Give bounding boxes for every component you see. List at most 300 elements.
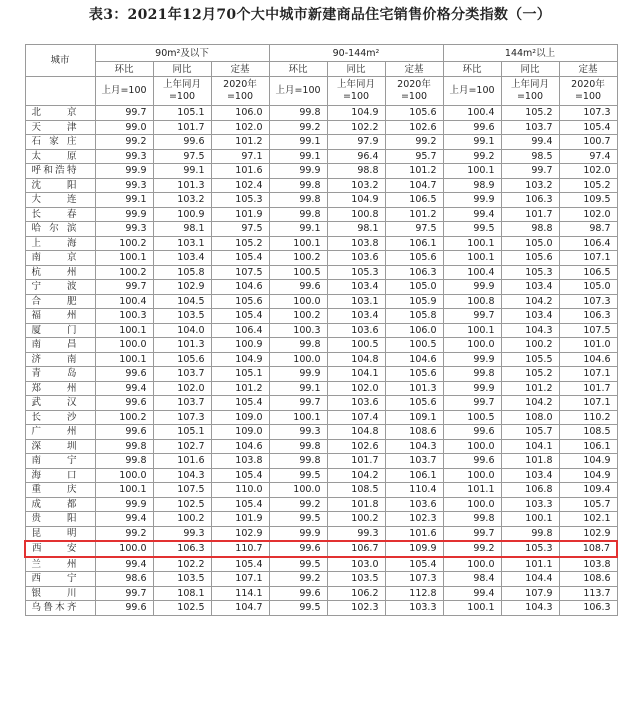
- value-cell: 101.2: [385, 207, 443, 222]
- value-cell: 104.3: [153, 468, 211, 483]
- city-cell: 沈阳: [25, 178, 95, 193]
- subcolumn-header: 环比: [269, 62, 327, 77]
- value-cell: 110.2: [559, 410, 617, 425]
- value-cell: 99.1: [269, 381, 327, 396]
- value-cell: 101.1: [501, 557, 559, 572]
- table-row: [25, 193, 617, 208]
- value-cell: 109.5: [559, 193, 617, 208]
- table-row: [25, 454, 617, 469]
- value-cell: 100.3: [269, 323, 327, 338]
- table-row: [25, 106, 617, 121]
- value-cell: 104.4: [501, 572, 559, 587]
- city-cell: 武汉: [25, 396, 95, 411]
- value-cell: 99.3: [95, 178, 153, 193]
- value-cell: 99.7: [95, 280, 153, 295]
- value-cell: 99.0: [95, 120, 153, 135]
- value-cell: 106.4: [211, 323, 269, 338]
- value-cell: 100.8: [327, 207, 385, 222]
- value-cell: 103.7: [153, 367, 211, 382]
- value-cell: 104.9: [559, 454, 617, 469]
- value-cell: 103.5: [153, 572, 211, 587]
- value-cell: 97.5: [211, 222, 269, 237]
- base-header: 上年同月=100: [153, 77, 211, 106]
- table-body: [25, 106, 617, 616]
- value-cell: 108.5: [327, 483, 385, 498]
- value-cell: 110.4: [385, 483, 443, 498]
- base-header: 2020年=100: [559, 77, 617, 106]
- table-row: [25, 601, 617, 616]
- value-cell: 100.0: [269, 483, 327, 498]
- value-cell: 99.8: [269, 439, 327, 454]
- value-cell: 103.6: [327, 251, 385, 266]
- city-cell: 济南: [25, 352, 95, 367]
- city-cell: 昆明: [25, 526, 95, 541]
- value-cell: 102.6: [385, 120, 443, 135]
- value-cell: 104.6: [559, 352, 617, 367]
- value-cell: 106.3: [501, 193, 559, 208]
- value-cell: 99.5: [269, 512, 327, 527]
- value-cell: 101.2: [385, 164, 443, 179]
- value-cell: 101.7: [153, 120, 211, 135]
- value-cell: 101.9: [211, 207, 269, 222]
- group-header-large: 144m²以上: [443, 45, 617, 62]
- city-cell: 北京: [25, 106, 95, 121]
- value-cell: 105.4: [211, 251, 269, 266]
- city-cell: 银川: [25, 586, 95, 601]
- value-cell: 101.2: [501, 381, 559, 396]
- city-cell: 郑州: [25, 381, 95, 396]
- value-cell: 113.7: [559, 586, 617, 601]
- base-header: 2020年=100: [385, 77, 443, 106]
- value-cell: 102.0: [327, 381, 385, 396]
- value-cell: 105.4: [211, 396, 269, 411]
- city-cell: 南京: [25, 251, 95, 266]
- value-cell: 103.4: [501, 309, 559, 324]
- value-cell: 100.2: [501, 338, 559, 353]
- value-cell: 99.5: [443, 222, 501, 237]
- table-row: [25, 381, 617, 396]
- value-cell: 99.2: [385, 135, 443, 150]
- table-row: [25, 207, 617, 222]
- value-cell: 105.2: [211, 236, 269, 251]
- value-cell: 107.5: [211, 265, 269, 280]
- value-cell: 101.6: [153, 454, 211, 469]
- value-cell: 104.3: [501, 323, 559, 338]
- value-cell: 104.2: [327, 468, 385, 483]
- value-cell: 101.1: [443, 483, 501, 498]
- table-row: [25, 572, 617, 587]
- table-row: [25, 135, 617, 150]
- value-cell: 100.5: [269, 265, 327, 280]
- value-cell: 98.7: [559, 222, 617, 237]
- value-cell: 105.6: [385, 106, 443, 121]
- city-cell: 南宁: [25, 454, 95, 469]
- value-cell: 105.0: [385, 280, 443, 295]
- value-cell: 99.7: [269, 396, 327, 411]
- table-row: [25, 425, 617, 440]
- value-cell: 104.9: [211, 352, 269, 367]
- value-cell: 102.0: [153, 381, 211, 396]
- value-cell: 106.0: [211, 106, 269, 121]
- subcolumn-header: 定基: [385, 62, 443, 77]
- value-cell: 108.6: [559, 572, 617, 587]
- value-cell: 108.5: [559, 425, 617, 440]
- value-cell: 102.2: [153, 557, 211, 572]
- base-header-row: [25, 77, 617, 106]
- value-cell: 100.1: [269, 410, 327, 425]
- value-cell: 99.8: [443, 512, 501, 527]
- value-cell: 101.8: [501, 454, 559, 469]
- value-cell: 99.3: [95, 222, 153, 237]
- table-row-highlighted: [25, 541, 617, 557]
- value-cell: 107.3: [559, 294, 617, 309]
- value-cell: 99.8: [443, 367, 501, 382]
- value-cell: 105.4: [211, 557, 269, 572]
- table-row: [25, 323, 617, 338]
- value-cell: 99.4: [95, 381, 153, 396]
- value-cell: 102.1: [559, 512, 617, 527]
- value-cell: 104.3: [385, 439, 443, 454]
- value-cell: 98.1: [153, 222, 211, 237]
- value-cell: 105.2: [559, 178, 617, 193]
- city-cell: 呼和浩特: [25, 164, 95, 179]
- table-row: [25, 557, 617, 572]
- value-cell: 105.1: [153, 425, 211, 440]
- value-cell: 104.9: [327, 106, 385, 121]
- city-cell: 成都: [25, 497, 95, 512]
- value-cell: 99.7: [443, 526, 501, 541]
- value-cell: 104.3: [501, 601, 559, 616]
- value-cell: 97.5: [153, 149, 211, 164]
- table-row: [25, 410, 617, 425]
- value-cell: 109.9: [385, 541, 443, 557]
- subcolumn-header: 同比: [501, 62, 559, 77]
- value-cell: 99.8: [501, 526, 559, 541]
- value-cell: 102.0: [559, 164, 617, 179]
- subcolumn-header: 定基: [559, 62, 617, 77]
- value-cell: 100.1: [443, 323, 501, 338]
- value-cell: 100.0: [443, 557, 501, 572]
- value-cell: 103.3: [501, 497, 559, 512]
- value-cell: 105.3: [327, 265, 385, 280]
- value-cell: 99.3: [95, 149, 153, 164]
- value-cell: 101.2: [211, 381, 269, 396]
- value-cell: 105.6: [385, 396, 443, 411]
- value-cell: 99.1: [153, 164, 211, 179]
- value-cell: 99.4: [95, 557, 153, 572]
- value-cell: 105.9: [385, 294, 443, 309]
- table-row: [25, 526, 617, 541]
- value-cell: 105.7: [501, 425, 559, 440]
- value-cell: 99.1: [95, 193, 153, 208]
- value-cell: 104.6: [211, 280, 269, 295]
- value-cell: 99.2: [443, 541, 501, 557]
- value-cell: 99.2: [443, 149, 501, 164]
- value-cell: 97.1: [211, 149, 269, 164]
- value-cell: 100.4: [443, 265, 501, 280]
- value-cell: 99.2: [269, 120, 327, 135]
- table-row: [25, 367, 617, 382]
- table-row: [25, 265, 617, 280]
- table-row: [25, 497, 617, 512]
- value-cell: 107.3: [559, 106, 617, 121]
- value-cell: 109.0: [211, 425, 269, 440]
- value-cell: 95.7: [385, 149, 443, 164]
- value-cell: 100.0: [443, 338, 501, 353]
- value-cell: 101.7: [501, 207, 559, 222]
- table-row: [25, 164, 617, 179]
- value-cell: 105.3: [501, 265, 559, 280]
- value-cell: 99.2: [95, 135, 153, 150]
- value-cell: 105.0: [501, 236, 559, 251]
- value-cell: 104.1: [501, 439, 559, 454]
- value-cell: 103.6: [385, 497, 443, 512]
- value-cell: 100.0: [269, 294, 327, 309]
- value-cell: 99.1: [269, 222, 327, 237]
- value-cell: 105.7: [559, 497, 617, 512]
- value-cell: 101.3: [385, 381, 443, 396]
- base-header: 上年同月=100: [327, 77, 385, 106]
- value-cell: 104.0: [153, 323, 211, 338]
- value-cell: 103.8: [327, 236, 385, 251]
- value-cell: 107.1: [559, 367, 617, 382]
- city-cell: 大连: [25, 193, 95, 208]
- value-cell: 106.5: [385, 193, 443, 208]
- value-cell: 99.1: [269, 149, 327, 164]
- value-cell: 99.5: [269, 557, 327, 572]
- value-cell: 106.3: [559, 601, 617, 616]
- table-row: [25, 338, 617, 353]
- value-cell: 99.7: [443, 396, 501, 411]
- value-cell: 104.2: [501, 396, 559, 411]
- value-cell: 102.3: [385, 512, 443, 527]
- value-cell: 108.7: [559, 541, 617, 557]
- table-row: [25, 512, 617, 527]
- value-cell: 105.4: [211, 468, 269, 483]
- value-cell: 98.1: [327, 222, 385, 237]
- value-cell: 101.7: [559, 381, 617, 396]
- city-cell: 哈尔滨: [25, 222, 95, 237]
- value-cell: 99.9: [443, 381, 501, 396]
- value-cell: 100.0: [443, 439, 501, 454]
- value-cell: 99.6: [269, 586, 327, 601]
- value-cell: 105.6: [211, 294, 269, 309]
- value-cell: 102.2: [327, 120, 385, 135]
- value-cell: 101.9: [211, 512, 269, 527]
- value-cell: 100.1: [95, 352, 153, 367]
- value-cell: 106.3: [153, 541, 211, 557]
- value-cell: 100.1: [501, 512, 559, 527]
- value-cell: 99.9: [95, 164, 153, 179]
- value-cell: 105.6: [385, 367, 443, 382]
- value-cell: 104.7: [211, 601, 269, 616]
- value-cell: 99.7: [443, 309, 501, 324]
- value-cell: 100.4: [95, 294, 153, 309]
- value-cell: 99.6: [269, 541, 327, 557]
- value-cell: 99.6: [269, 280, 327, 295]
- value-cell: 99.6: [95, 396, 153, 411]
- value-cell: 99.9: [443, 352, 501, 367]
- value-cell: 100.0: [443, 497, 501, 512]
- value-cell: 96.4: [327, 149, 385, 164]
- city-cell: 太原: [25, 149, 95, 164]
- value-cell: 101.6: [385, 526, 443, 541]
- city-cell: 青岛: [25, 367, 95, 382]
- value-cell: 99.1: [443, 135, 501, 150]
- value-cell: 100.5: [327, 338, 385, 353]
- value-cell: 105.4: [559, 120, 617, 135]
- value-cell: 104.8: [327, 425, 385, 440]
- value-cell: 100.1: [443, 601, 501, 616]
- value-cell: 99.3: [327, 526, 385, 541]
- value-cell: 108.0: [501, 410, 559, 425]
- value-cell: 99.9: [269, 367, 327, 382]
- value-cell: 103.4: [501, 468, 559, 483]
- value-cell: 99.4: [95, 512, 153, 527]
- value-cell: 100.2: [95, 410, 153, 425]
- value-cell: 100.2: [269, 309, 327, 324]
- value-cell: 99.8: [95, 454, 153, 469]
- city-cell: 深圳: [25, 439, 95, 454]
- value-cell: 99.7: [95, 106, 153, 121]
- value-cell: 101.3: [153, 178, 211, 193]
- city-cell: 杭州: [25, 265, 95, 280]
- value-cell: 99.4: [443, 207, 501, 222]
- value-cell: 100.4: [443, 106, 501, 121]
- value-cell: 99.8: [269, 193, 327, 208]
- value-cell: 102.0: [559, 207, 617, 222]
- city-cell: 上海: [25, 236, 95, 251]
- value-cell: 99.2: [95, 526, 153, 541]
- value-cell: 105.1: [153, 106, 211, 121]
- value-cell: 99.6: [443, 425, 501, 440]
- value-cell: 100.8: [443, 294, 501, 309]
- value-cell: 110.0: [211, 483, 269, 498]
- value-cell: 100.1: [95, 323, 153, 338]
- table-row: [25, 149, 617, 164]
- value-cell: 112.8: [385, 586, 443, 601]
- value-cell: 99.7: [95, 586, 153, 601]
- value-cell: 109.0: [211, 410, 269, 425]
- value-cell: 97.4: [559, 149, 617, 164]
- table-row: [25, 483, 617, 498]
- value-cell: 98.5: [501, 149, 559, 164]
- value-cell: 99.6: [153, 135, 211, 150]
- value-cell: 105.1: [211, 367, 269, 382]
- value-cell: 103.4: [327, 280, 385, 295]
- value-cell: 100.0: [95, 468, 153, 483]
- table-row: [25, 439, 617, 454]
- value-cell: 103.4: [501, 280, 559, 295]
- value-cell: 103.2: [327, 178, 385, 193]
- value-cell: 106.4: [559, 236, 617, 251]
- base-header: 上年同月=100: [501, 77, 559, 106]
- value-cell: 99.6: [443, 120, 501, 135]
- value-cell: 103.6: [327, 396, 385, 411]
- value-cell: 103.8: [211, 454, 269, 469]
- value-cell: 106.7: [327, 541, 385, 557]
- value-cell: 99.9: [95, 207, 153, 222]
- group-header-small: 90m²及以下: [95, 45, 269, 62]
- value-cell: 101.2: [211, 135, 269, 150]
- table-row: [25, 251, 617, 266]
- value-cell: 100.9: [211, 338, 269, 353]
- value-cell: 103.5: [327, 572, 385, 587]
- city-cell: 海口: [25, 468, 95, 483]
- base-header-spacer: [25, 77, 95, 106]
- subcolumn-header: 环比: [443, 62, 501, 77]
- value-cell: 103.7: [153, 396, 211, 411]
- value-cell: 99.6: [95, 601, 153, 616]
- value-cell: 103.7: [501, 120, 559, 135]
- value-cell: 103.1: [153, 236, 211, 251]
- value-cell: 101.7: [327, 454, 385, 469]
- value-cell: 104.6: [385, 352, 443, 367]
- value-cell: 99.9: [95, 497, 153, 512]
- value-cell: 105.8: [385, 309, 443, 324]
- value-cell: 102.9: [559, 526, 617, 541]
- value-cell: 105.6: [501, 251, 559, 266]
- value-cell: 110.7: [211, 541, 269, 557]
- value-cell: 104.5: [153, 294, 211, 309]
- value-cell: 103.5: [153, 309, 211, 324]
- value-cell: 104.8: [327, 352, 385, 367]
- value-cell: 100.7: [559, 135, 617, 150]
- value-cell: 100.2: [327, 512, 385, 527]
- value-cell: 99.8: [269, 106, 327, 121]
- value-cell: 103.0: [327, 557, 385, 572]
- value-cell: 106.8: [501, 483, 559, 498]
- value-cell: 102.6: [327, 439, 385, 454]
- value-cell: 100.1: [443, 251, 501, 266]
- value-cell: 105.3: [501, 541, 559, 557]
- city-cell: 乌鲁木齐: [25, 601, 95, 616]
- value-cell: 99.8: [269, 454, 327, 469]
- table-row: [25, 178, 617, 193]
- value-cell: 100.2: [153, 512, 211, 527]
- value-cell: 106.1: [559, 439, 617, 454]
- value-cell: 105.0: [559, 280, 617, 295]
- city-cell: 宁波: [25, 280, 95, 295]
- table-row: [25, 294, 617, 309]
- value-cell: 107.5: [559, 323, 617, 338]
- value-cell: 103.2: [501, 178, 559, 193]
- city-cell: 合肥: [25, 294, 95, 309]
- table-row: [25, 396, 617, 411]
- value-cell: 106.5: [559, 265, 617, 280]
- value-cell: 100.5: [443, 410, 501, 425]
- value-cell: 103.1: [327, 294, 385, 309]
- value-cell: 102.9: [153, 280, 211, 295]
- value-cell: 105.6: [385, 251, 443, 266]
- value-cell: 98.8: [327, 164, 385, 179]
- value-cell: 102.5: [153, 497, 211, 512]
- value-cell: 99.5: [269, 468, 327, 483]
- value-cell: 104.1: [327, 367, 385, 382]
- value-cell: 100.1: [95, 483, 153, 498]
- subcolumn-header: 环比: [95, 62, 153, 77]
- value-cell: 104.6: [211, 439, 269, 454]
- city-cell: 长沙: [25, 410, 95, 425]
- value-cell: 99.8: [269, 207, 327, 222]
- value-cell: 100.1: [95, 251, 153, 266]
- table-header: [25, 45, 617, 106]
- value-cell: 101.3: [153, 338, 211, 353]
- value-cell: 101.8: [327, 497, 385, 512]
- value-cell: 102.3: [327, 601, 385, 616]
- base-header: 上月=100: [269, 77, 327, 106]
- value-cell: 102.5: [153, 601, 211, 616]
